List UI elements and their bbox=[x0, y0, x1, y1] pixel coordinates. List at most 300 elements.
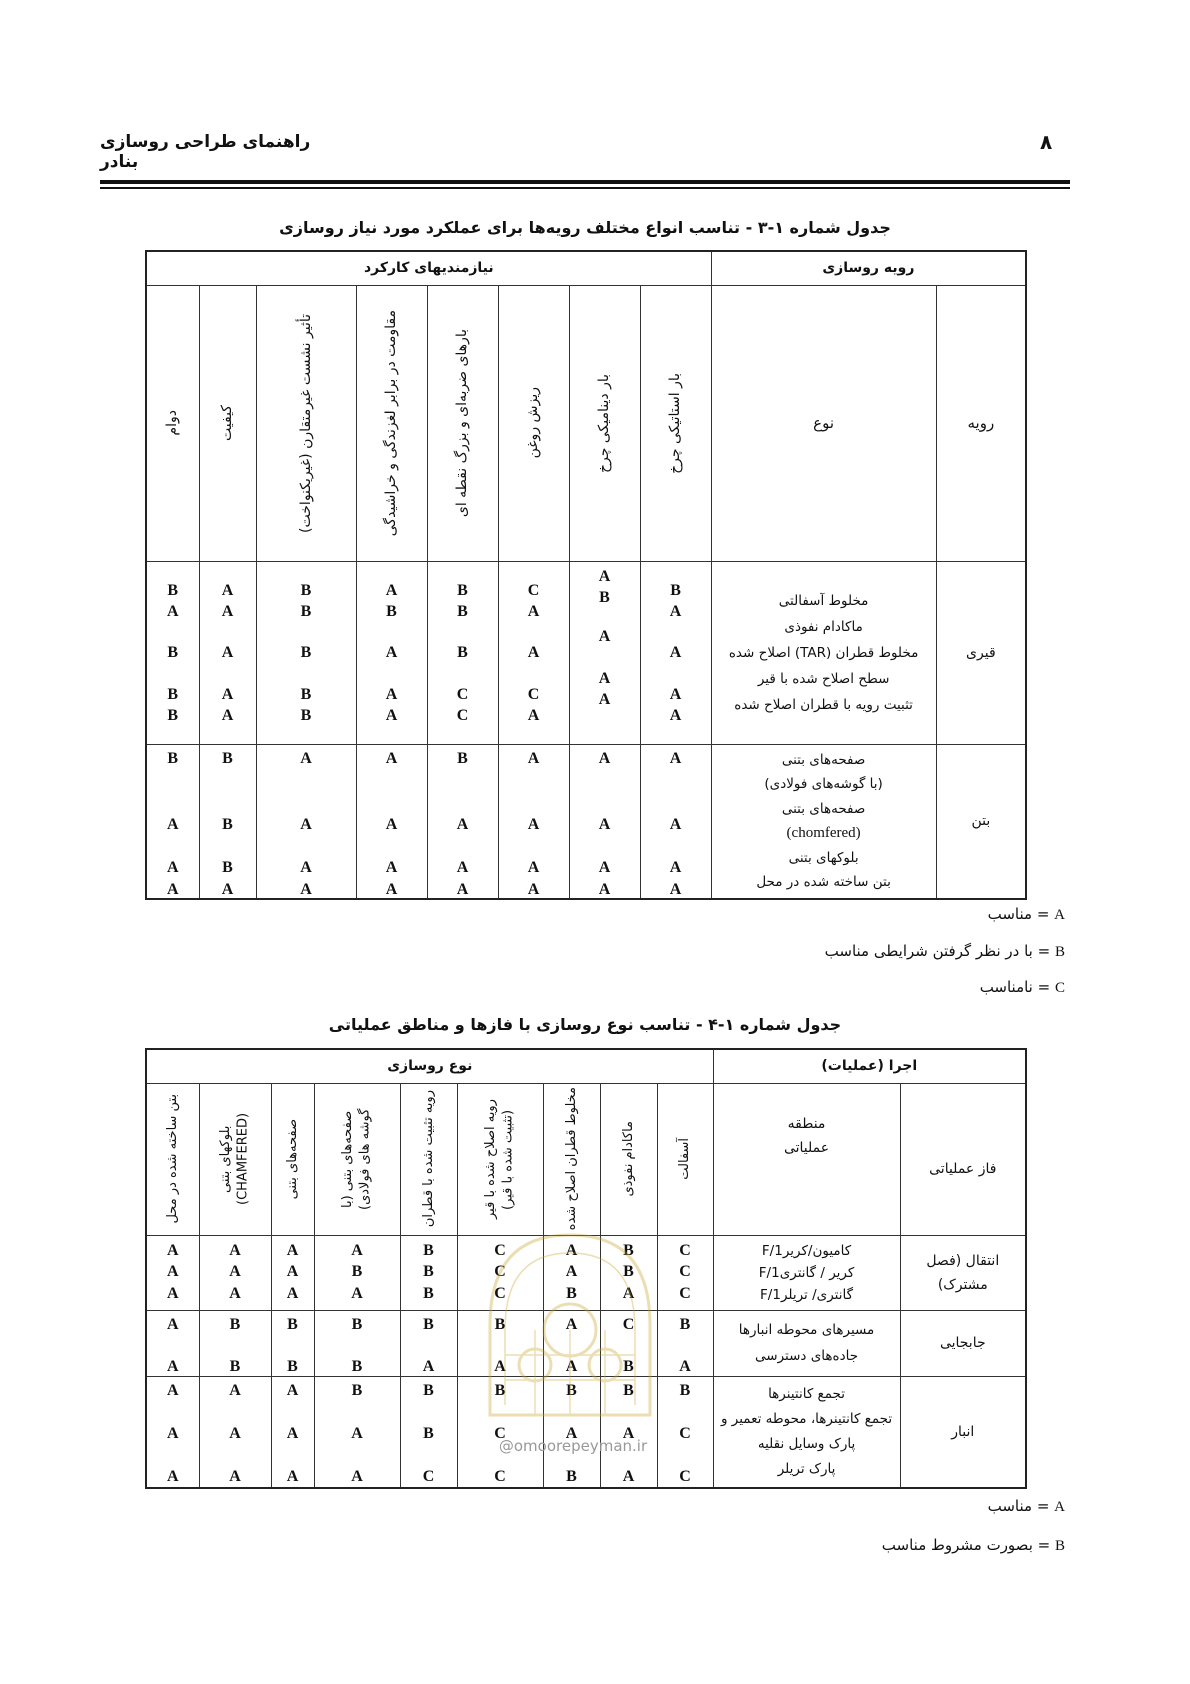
rating-letter: A bbox=[166, 1357, 179, 1375]
rating-letter: B bbox=[457, 602, 468, 620]
table2-col-phase bbox=[900, 1083, 1026, 1235]
rating-letter: A bbox=[351, 1467, 363, 1485]
rating-letter: B bbox=[599, 588, 610, 606]
table2-cell bbox=[271, 1235, 314, 1310]
table2-cell bbox=[199, 1310, 271, 1376]
rating-stack bbox=[200, 562, 256, 744]
rating-letter: C bbox=[494, 1241, 506, 1259]
table2-col-header-label: بتن ساخته شده در محل bbox=[164, 1094, 180, 1224]
type-name: سطح اصلاح شده با قیر bbox=[757, 670, 890, 687]
rating-stack bbox=[428, 745, 498, 899]
rating-letter: B bbox=[423, 1381, 434, 1399]
table1-group-name: بتن bbox=[936, 744, 1026, 899]
rating-stack bbox=[272, 1236, 314, 1310]
table2-col-header bbox=[199, 1083, 271, 1235]
rating-letter: C bbox=[494, 1284, 506, 1302]
rating-stack bbox=[315, 1377, 400, 1488]
zone-name: پارک وسایل نقلیه bbox=[757, 1435, 856, 1452]
rating-letter: A bbox=[229, 1381, 241, 1399]
type-name: مخلوط آسفالتی bbox=[778, 592, 869, 609]
table1-caption: جدول شماره ۱-۳ - تناسب انواع مختلف رویه‌ها برای عملکرد مورد نیاز روسازی bbox=[279, 218, 891, 237]
rating-stack bbox=[272, 1311, 314, 1376]
zone-name: جاده‌های دسترسی bbox=[755, 1348, 859, 1364]
header-rule-thin bbox=[100, 187, 1070, 189]
rating-stack bbox=[641, 562, 711, 744]
table2-zone-cell bbox=[713, 1235, 900, 1310]
rating-letter: B bbox=[167, 643, 179, 661]
table1-cell bbox=[569, 561, 640, 744]
legend-text: بصورت مشروط مناسب bbox=[881, 1536, 1033, 1554]
type-name: بلوکهای بتنی bbox=[788, 849, 859, 866]
table2-phase-name: انبار bbox=[900, 1376, 1026, 1488]
rating-letter: C bbox=[456, 685, 469, 703]
table2-cell bbox=[199, 1235, 271, 1310]
rating-letter: A bbox=[527, 706, 540, 724]
legend-text: مناسب bbox=[987, 905, 1033, 923]
zone-name: کریر / گانتری1/F bbox=[758, 1264, 855, 1281]
table2-col-header-label: بلوکهای بتنی (CHAMFERED) bbox=[218, 1112, 251, 1206]
rating-stack bbox=[357, 745, 427, 899]
rating-letter: C bbox=[527, 581, 540, 599]
rating-letter: B bbox=[287, 1315, 298, 1333]
table2-col-header bbox=[314, 1083, 400, 1235]
table1-col-header bbox=[256, 285, 356, 561]
table1-group-name: قیری bbox=[936, 561, 1026, 744]
rating-stack bbox=[147, 1311, 199, 1376]
rating-stack bbox=[570, 562, 640, 744]
table2-cell bbox=[199, 1376, 271, 1488]
rating-letter: C bbox=[679, 1467, 691, 1485]
table2-col-header-label: ماکادام نفوذی bbox=[620, 1121, 636, 1197]
rating-letter: A bbox=[221, 706, 234, 724]
rating-letter: A bbox=[166, 1381, 179, 1399]
rating-letter: B bbox=[300, 602, 312, 620]
table1-cell bbox=[640, 744, 711, 899]
rating-letter: A bbox=[166, 815, 179, 833]
rating-letter: B bbox=[167, 749, 179, 767]
type-name: ماکادام نفوذی bbox=[784, 618, 863, 635]
bitumen-types bbox=[712, 588, 936, 718]
rating-letter: B bbox=[167, 706, 179, 724]
zone-name: پارک تریلر bbox=[777, 1460, 836, 1477]
rating-letter: B bbox=[457, 581, 468, 599]
table2-col-header-label: صفحه‌های بتنی (با گوشه های فولادی) bbox=[340, 1108, 373, 1210]
rating-letter: C bbox=[494, 1262, 506, 1280]
rating-letter: A bbox=[565, 1262, 578, 1280]
rating-letter: A bbox=[221, 685, 234, 703]
rating-stack bbox=[272, 1377, 314, 1488]
rating-letter: B bbox=[423, 1262, 434, 1280]
rating-stack bbox=[257, 562, 356, 744]
rating-letter: B bbox=[566, 1284, 577, 1302]
legend1-b: B = با در نظر گرفتن شرایطی مناسب bbox=[824, 942, 1065, 960]
rating-letter: C bbox=[494, 1424, 506, 1442]
table2-cell bbox=[271, 1376, 314, 1488]
table1-type-cell bbox=[711, 744, 936, 899]
rating-letter: A bbox=[300, 880, 312, 898]
type-name: تثبیت رویه با قطران اصلاح شده bbox=[734, 696, 913, 713]
rating-letter: A bbox=[598, 690, 611, 708]
rating-letter: A bbox=[456, 880, 469, 898]
table1-cell bbox=[146, 744, 199, 899]
table1-col-header-label: دوام bbox=[164, 410, 181, 436]
table1 bbox=[145, 250, 1027, 900]
type-name: صفحه‌های بتنی bbox=[781, 751, 866, 768]
rating-letter: A bbox=[456, 858, 469, 876]
rating-letter: A bbox=[598, 669, 611, 687]
table2-col-header bbox=[457, 1083, 543, 1235]
rating-letter: A bbox=[385, 858, 398, 876]
rating-stack bbox=[257, 745, 356, 899]
rating-letter: A bbox=[166, 880, 179, 898]
rating-letter: A bbox=[221, 880, 234, 898]
zone-name: مسیرهای محوطه انبارها bbox=[738, 1322, 875, 1338]
rating-letter: A bbox=[229, 1262, 241, 1280]
rating-letter: B bbox=[222, 749, 233, 767]
type-name: (chomfered) bbox=[786, 825, 861, 842]
rating-stack bbox=[401, 1377, 457, 1488]
rating-letter: A bbox=[565, 1424, 578, 1442]
table2-cell bbox=[146, 1235, 199, 1310]
rating-letter: A bbox=[166, 1467, 179, 1485]
table1-cell bbox=[427, 561, 498, 744]
table2-cell bbox=[146, 1310, 199, 1376]
phase-header-label: فاز عملیاتی bbox=[929, 1161, 997, 1177]
rating-letter: A bbox=[229, 1424, 241, 1442]
rating-letter: A bbox=[669, 858, 682, 876]
watermark-url: omoorepeyman.ir bbox=[513, 1437, 648, 1455]
rating-letter: A bbox=[351, 1241, 363, 1259]
rating-letter: A bbox=[385, 643, 398, 661]
table2-cell bbox=[314, 1235, 400, 1310]
rating-letter: A bbox=[286, 1241, 299, 1259]
rating-stack bbox=[428, 562, 498, 744]
legend-key: A bbox=[1054, 907, 1065, 923]
rating-letter: B bbox=[423, 1284, 434, 1302]
rating-letter: A bbox=[166, 602, 179, 620]
table2-cell bbox=[314, 1310, 400, 1376]
table1-col-header bbox=[569, 285, 640, 561]
table2-col-header bbox=[543, 1083, 600, 1235]
document-title: راهنمای طراحی روسازی بنادر bbox=[100, 132, 311, 172]
rating-letter: B bbox=[300, 581, 312, 599]
rating-letter: A bbox=[286, 1284, 299, 1302]
rating-letter: B bbox=[494, 1381, 506, 1399]
rating-letter: A bbox=[286, 1262, 299, 1280]
rating-letter: A bbox=[385, 815, 398, 833]
rating-letter: A bbox=[385, 581, 398, 599]
rating-stack bbox=[499, 745, 569, 899]
rating-letter: A bbox=[527, 815, 540, 833]
rating-letter: A bbox=[286, 1467, 299, 1485]
rating-letter: A bbox=[166, 1424, 179, 1442]
table2-col-header-label: آسفالت bbox=[677, 1138, 693, 1180]
storage-zones bbox=[714, 1382, 900, 1482]
rating-letter: B bbox=[222, 858, 233, 876]
rating-letter: C bbox=[422, 1467, 435, 1485]
rating-stack bbox=[357, 562, 427, 744]
header-rule-thick bbox=[100, 180, 1070, 184]
table1-cell bbox=[146, 561, 199, 744]
table1-col-header bbox=[356, 285, 427, 561]
rating-letter: B bbox=[229, 1315, 241, 1333]
rating-letter: A bbox=[669, 815, 682, 833]
rating-letter: B bbox=[229, 1357, 241, 1375]
table1-cell bbox=[498, 744, 569, 899]
table1-col-header bbox=[427, 285, 498, 561]
rating-stack bbox=[499, 562, 569, 744]
rating-stack bbox=[147, 745, 199, 899]
table1-col-header-label: بارهای ضربه‌ای و بزرگ نقطه ای bbox=[454, 328, 471, 518]
rating-letter: B bbox=[351, 1262, 363, 1280]
rating-letter: A bbox=[598, 567, 611, 585]
rating-stack bbox=[315, 1311, 400, 1376]
rating-letter: B bbox=[167, 581, 179, 599]
table2-caption: جدول شماره ۱-۴ - تناسب نوع روسازی با فازها و مناطق عملیاتی bbox=[328, 1015, 842, 1034]
rating-letter: A bbox=[221, 581, 234, 599]
rating-letter: A bbox=[229, 1284, 241, 1302]
rating-stack bbox=[641, 745, 711, 899]
rating-letter: A bbox=[385, 706, 398, 724]
rating-letter: A bbox=[598, 815, 611, 833]
table2-cell bbox=[400, 1376, 457, 1488]
table1-col-header bbox=[146, 285, 199, 561]
table2-cell bbox=[271, 1310, 314, 1376]
table1-cell bbox=[356, 744, 427, 899]
legend-text: مناسب bbox=[987, 1497, 1033, 1515]
table2-phase-name: جابجایی bbox=[900, 1310, 1026, 1376]
table1-cell bbox=[199, 561, 256, 744]
table1-type-cell bbox=[711, 561, 936, 744]
table2-cell bbox=[400, 1235, 457, 1310]
table2-col-header bbox=[600, 1083, 657, 1235]
rating-letter: A bbox=[422, 1357, 435, 1375]
rating-letter: B bbox=[300, 706, 312, 724]
rating-letter: C bbox=[622, 1315, 635, 1333]
rating-letter: A bbox=[166, 1262, 179, 1280]
zone-name: کامیون/کریر1/F bbox=[761, 1242, 852, 1259]
table1-col-header-label: بار دینامیکی چرخ bbox=[596, 373, 613, 473]
rating-letter: A bbox=[456, 815, 469, 833]
legend2-a: A = مناسب bbox=[987, 1497, 1065, 1515]
table2-cell bbox=[400, 1310, 457, 1376]
concrete-types bbox=[712, 748, 936, 895]
type-name: بتن ساخته شده در محل bbox=[756, 874, 891, 891]
rating-stack bbox=[147, 1377, 199, 1488]
table2-cell bbox=[146, 1376, 199, 1488]
rating-letter: B bbox=[566, 1381, 577, 1399]
rating-letter: C bbox=[679, 1241, 691, 1259]
table1-col-header bbox=[640, 285, 711, 561]
table2-col-header-label: مخلوط قطران اصلاح شده bbox=[563, 1087, 579, 1231]
rating-letter: B bbox=[300, 643, 312, 661]
table1-cell bbox=[640, 561, 711, 744]
page-number: ۸ bbox=[1040, 130, 1053, 154]
table1-col-type: نوع bbox=[711, 285, 936, 561]
rating-letter: A bbox=[527, 880, 540, 898]
rating-letter: A bbox=[300, 815, 312, 833]
rating-letter: A bbox=[221, 643, 234, 661]
table2-zone-cell bbox=[713, 1310, 900, 1376]
rating-letter: A bbox=[286, 1424, 299, 1442]
rating-letter: A bbox=[598, 627, 611, 645]
table1-group-pavement: رویه روسازی bbox=[711, 251, 1026, 285]
rating-letter: A bbox=[494, 1357, 506, 1375]
legend-text: با در نظر گرفتن شرایطی مناسب bbox=[824, 942, 1033, 960]
table1-cell bbox=[256, 561, 356, 744]
rating-letter: B bbox=[679, 1381, 691, 1399]
rating-letter: A bbox=[229, 1467, 241, 1485]
table1-cell bbox=[498, 561, 569, 744]
zone-header-label: منطقه عملیاتی bbox=[783, 1115, 830, 1156]
rating-letter: B bbox=[423, 1315, 434, 1333]
rating-stack bbox=[147, 562, 199, 744]
table1-col-header-label: بار استاتیکی چرخ bbox=[667, 372, 684, 474]
rating-letter: A bbox=[351, 1284, 363, 1302]
type-name: (با گوشه‌های فولادی) bbox=[764, 776, 883, 793]
rating-letter: A bbox=[385, 749, 398, 767]
table2-cell bbox=[314, 1376, 400, 1488]
rating-letter: A bbox=[598, 749, 611, 767]
rating-letter: A bbox=[221, 602, 234, 620]
table2-group-ops: اجرا (عملیات) bbox=[713, 1049, 1026, 1083]
watermark-text: @omoorepeyman.ir bbox=[498, 1437, 648, 1455]
rating-letter: A bbox=[565, 1241, 578, 1259]
legend-key: C bbox=[1054, 980, 1065, 996]
rating-letter: B bbox=[423, 1241, 434, 1259]
rating-letter: B bbox=[679, 1315, 691, 1333]
table2-col-header bbox=[271, 1083, 314, 1235]
legend1-a: A = مناسب bbox=[987, 905, 1065, 923]
rating-letter: B bbox=[351, 1315, 363, 1333]
zone-name: تجمع کانتینرها، محوطه تعمیر و bbox=[720, 1410, 893, 1427]
rating-letter: A bbox=[565, 1315, 578, 1333]
rating-letter: C bbox=[456, 706, 469, 724]
transfer-zones bbox=[714, 1240, 900, 1306]
rating-letter: B bbox=[494, 1315, 506, 1333]
rating-letter: A bbox=[166, 858, 179, 876]
table2-col-header bbox=[146, 1083, 199, 1235]
handling-zones bbox=[714, 1317, 900, 1369]
rating-letter: A bbox=[669, 643, 682, 661]
rating-stack bbox=[315, 1236, 400, 1310]
table2-col-header bbox=[657, 1083, 713, 1235]
rating-letter: A bbox=[622, 1284, 635, 1302]
table1-cell bbox=[569, 744, 640, 899]
rating-letter: C bbox=[494, 1467, 506, 1485]
table1-col-header bbox=[498, 285, 569, 561]
table2-group-types: نوع روسازی bbox=[146, 1049, 713, 1083]
table1-group-requirements: نیازمندیهای کارکرد bbox=[146, 251, 711, 285]
rating-letter: A bbox=[669, 602, 682, 620]
rating-letter: B bbox=[300, 685, 312, 703]
rating-letter: B bbox=[623, 1241, 634, 1259]
rating-letter: A bbox=[229, 1241, 241, 1259]
rating-letter: B bbox=[351, 1381, 363, 1399]
rating-letter: A bbox=[669, 880, 682, 898]
legend-text: نامناسب bbox=[979, 978, 1033, 996]
type-name: مخلوط قطران (TAR) اصلاح شده bbox=[728, 644, 919, 661]
rating-letter: C bbox=[527, 685, 540, 703]
rating-letter: A bbox=[622, 1424, 635, 1442]
rating-letter: A bbox=[166, 1241, 179, 1259]
table2-zone-cell bbox=[713, 1376, 900, 1488]
rating-letter: A bbox=[598, 858, 611, 876]
rating-stack bbox=[200, 1236, 271, 1310]
rating-letter: A bbox=[527, 749, 540, 767]
rating-letter: A bbox=[598, 880, 611, 898]
rating-letter: B bbox=[566, 1467, 577, 1485]
rating-letter: C bbox=[679, 1262, 691, 1280]
rating-stack bbox=[200, 745, 256, 899]
rating-letter: A bbox=[385, 685, 398, 703]
rating-letter: A bbox=[385, 880, 398, 898]
rating-stack bbox=[200, 1311, 271, 1376]
table2-col-header-label: صفحه‌های بتنی bbox=[284, 1118, 300, 1200]
rating-letter: A bbox=[669, 706, 682, 724]
rating-letter: B bbox=[222, 815, 233, 833]
table2-phase-cell bbox=[900, 1235, 1026, 1310]
rating-letter: B bbox=[351, 1357, 363, 1375]
rating-letter: B bbox=[623, 1357, 634, 1375]
rating-letter: C bbox=[679, 1284, 691, 1302]
rating-letter: B bbox=[670, 581, 681, 599]
rating-letter: A bbox=[286, 1381, 299, 1399]
rating-letter: B bbox=[623, 1262, 634, 1280]
table2-col-header-label: رویه تثبیت شده با قطران bbox=[420, 1090, 436, 1228]
table1-col-header-label: ریزش روغن bbox=[525, 387, 542, 459]
rating-letter: A bbox=[527, 858, 540, 876]
legend-key: B bbox=[1054, 1538, 1065, 1554]
rating-letter: B bbox=[457, 749, 468, 767]
rating-letter: B bbox=[423, 1424, 434, 1442]
rating-letter: B bbox=[386, 602, 397, 620]
rating-letter: B bbox=[287, 1357, 298, 1375]
table2-col-header bbox=[400, 1083, 457, 1235]
watermark-logo-icon bbox=[450, 1215, 690, 1425]
table1-col-pavement: رویه bbox=[936, 285, 1026, 561]
rating-letter: B bbox=[167, 685, 179, 703]
rating-letter: A bbox=[166, 1315, 179, 1333]
zone-name: تجمع کانتینرها bbox=[768, 1385, 846, 1402]
table2-col-zone bbox=[713, 1083, 900, 1235]
table1-col-header-label: تأثیر نشست غیرمتقارن (غیریکنواخت) bbox=[297, 313, 314, 533]
legend-key: A bbox=[1054, 1499, 1065, 1515]
zone-name: گانتری/ تریلر1/F bbox=[760, 1286, 854, 1303]
rating-letter: A bbox=[679, 1357, 691, 1375]
rating-stack bbox=[401, 1236, 457, 1310]
rating-letter: A bbox=[565, 1357, 578, 1375]
table1-col-header bbox=[199, 285, 256, 561]
rating-letter: A bbox=[669, 749, 682, 767]
rating-stack bbox=[401, 1311, 457, 1376]
table1-cell bbox=[356, 561, 427, 744]
rating-letter: A bbox=[300, 749, 312, 767]
rating-stack bbox=[200, 1377, 271, 1488]
rating-stack bbox=[570, 745, 640, 899]
table1-cell bbox=[427, 744, 498, 899]
rating-letter: A bbox=[300, 858, 312, 876]
rating-letter: A bbox=[527, 643, 540, 661]
rating-letter: A bbox=[166, 1284, 179, 1302]
rating-letter: C bbox=[679, 1424, 691, 1442]
table1-cell bbox=[256, 744, 356, 899]
legend2-b: B = بصورت مشروط مناسب bbox=[881, 1536, 1065, 1554]
rating-letter: A bbox=[669, 685, 682, 703]
table1-col-header-label: کیفیت bbox=[219, 405, 236, 441]
legend-key: B bbox=[1054, 944, 1065, 960]
legend1-c: C = نامناسب bbox=[979, 978, 1065, 996]
